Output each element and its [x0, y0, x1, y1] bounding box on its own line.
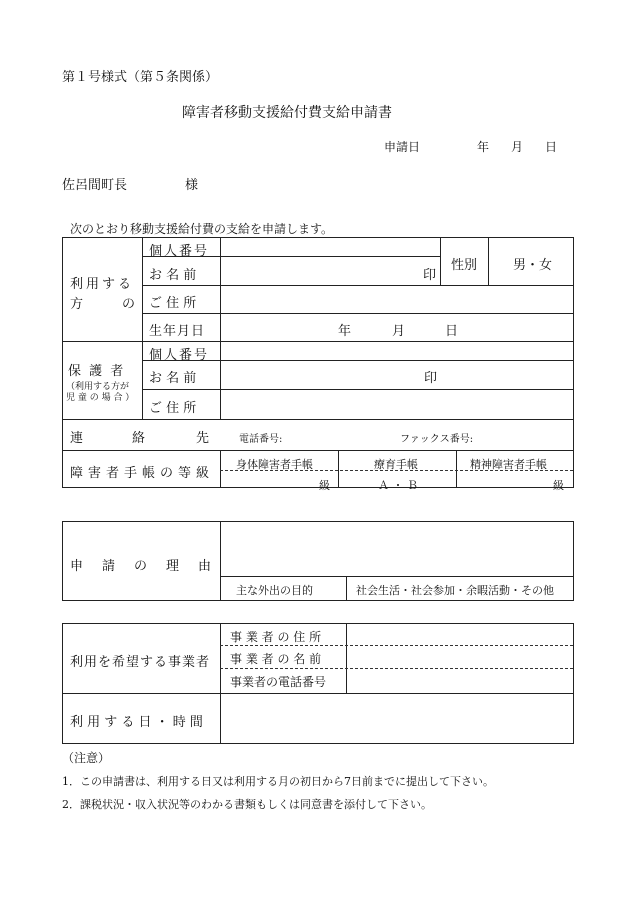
- provider-name-label: 事 業 者 の 名 前: [230, 652, 322, 666]
- birth-day: 日: [445, 324, 459, 339]
- provider-label: 利用を希望する事業者: [70, 655, 211, 670]
- guardian-personal-number-field[interactable]: [221, 342, 572, 360]
- date-day: 日: [545, 140, 558, 154]
- guardian-address-field[interactable]: [221, 390, 572, 419]
- rehab-handbook-label: 療育手帳: [374, 458, 418, 471]
- reason-label-5: 由: [198, 559, 212, 574]
- provider-address-field[interactable]: [347, 624, 572, 645]
- fax-label: ファックス番号:: [400, 434, 474, 445]
- user-personal-number-label: 個人番号: [149, 244, 210, 259]
- provider-phone-label: 事業者の電話番号: [230, 675, 327, 689]
- purpose-label: 主な外出の目的: [236, 584, 313, 597]
- usage-label: 利 用 す る 日 ・ 時 間: [70, 715, 203, 730]
- phone-field[interactable]: [290, 421, 390, 449]
- user-name-label: お 名 前: [149, 268, 197, 283]
- guardian-note-2: 児 童 の 場 合 ）: [66, 393, 135, 403]
- disability-label: 障害者手帳の等級: [70, 466, 215, 481]
- fax-field[interactable]: [480, 421, 572, 449]
- user-name-field[interactable]: [221, 257, 439, 285]
- birthdate-label: 生年月日: [149, 324, 206, 339]
- reason-label-3: の: [134, 559, 148, 574]
- notes-heading: （注意）: [62, 751, 111, 765]
- user-personal-number-field[interactable]: [221, 238, 439, 256]
- user-section-label-2b: の: [122, 297, 136, 312]
- guardian-name-field[interactable]: [221, 361, 572, 389]
- guardian-address-label: ご 住 所: [149, 401, 197, 416]
- physical-handbook-label: 身体障害者手帳: [236, 458, 313, 471]
- birth-month: 月: [392, 324, 406, 339]
- reason-label-1: 申: [70, 559, 84, 574]
- addressee: 佐呂間町長: [62, 178, 128, 193]
- contact-label-3: 先: [196, 431, 210, 446]
- provider-address-label: 事 業 者 の 住 所: [230, 630, 322, 644]
- rehab-grade-options[interactable]: Ａ ・ Ｂ: [378, 479, 418, 492]
- mental-grade[interactable]: 級: [553, 479, 564, 492]
- contact-label-1: 連: [70, 431, 84, 446]
- birthdate-field[interactable]: [221, 314, 572, 341]
- date-label: 申請日: [384, 140, 421, 154]
- user-seal-mark: 印: [423, 268, 437, 283]
- provider-name-field[interactable]: [347, 646, 572, 668]
- form-number: 第１号様式（第５条関係）: [62, 70, 219, 85]
- contact-label-2: 絡: [132, 431, 146, 446]
- mental-handbook-label: 精神障害者手帳: [470, 458, 547, 471]
- note-2: 2．課税状況・収入状況等のわかる書類もしくは同意書を添付して下さい。: [62, 798, 432, 811]
- birth-year: 年: [338, 324, 352, 339]
- usage-field[interactable]: [221, 694, 572, 743]
- gender-label: 性別: [451, 258, 478, 273]
- reason-label-2: 請: [102, 559, 116, 574]
- guardian-seal-mark: 印: [424, 371, 438, 386]
- phone-label: 電話番号:: [239, 434, 283, 445]
- intro-text: 次のとおり移動支援給付費の支給を申請します。: [70, 222, 334, 236]
- note-1: 1．この申請書は、利用する日又は利用する月の初日から7日前までに提出して下さい。: [62, 775, 494, 788]
- date-year: 年: [477, 140, 490, 154]
- honorific: 様: [185, 178, 199, 193]
- user-section-label: 利用する: [70, 277, 135, 292]
- reason-field[interactable]: [221, 522, 572, 576]
- guardian-personal-number-label: 個人番号: [149, 348, 210, 363]
- gender-options[interactable]: 男・女: [513, 258, 553, 273]
- reason-label-4: 理: [166, 559, 180, 574]
- guardian-name-label: お 名 前: [149, 371, 197, 386]
- guardian-note-1: （利用する方が: [66, 382, 130, 392]
- form-title: 障害者移動支援給付費支給申請書: [182, 105, 392, 121]
- user-address-label: ご 住 所: [149, 296, 197, 311]
- user-address-field[interactable]: [221, 286, 572, 313]
- provider-phone-field[interactable]: [347, 669, 572, 693]
- physical-grade[interactable]: 級: [319, 479, 330, 492]
- date-month: 月: [511, 140, 524, 154]
- purpose-options[interactable]: 社会生活・社会参加・余暇活動・その他: [356, 584, 554, 597]
- guardian-section-label: 保 護 者: [68, 364, 126, 379]
- user-section-label-2a: 方: [70, 297, 84, 312]
